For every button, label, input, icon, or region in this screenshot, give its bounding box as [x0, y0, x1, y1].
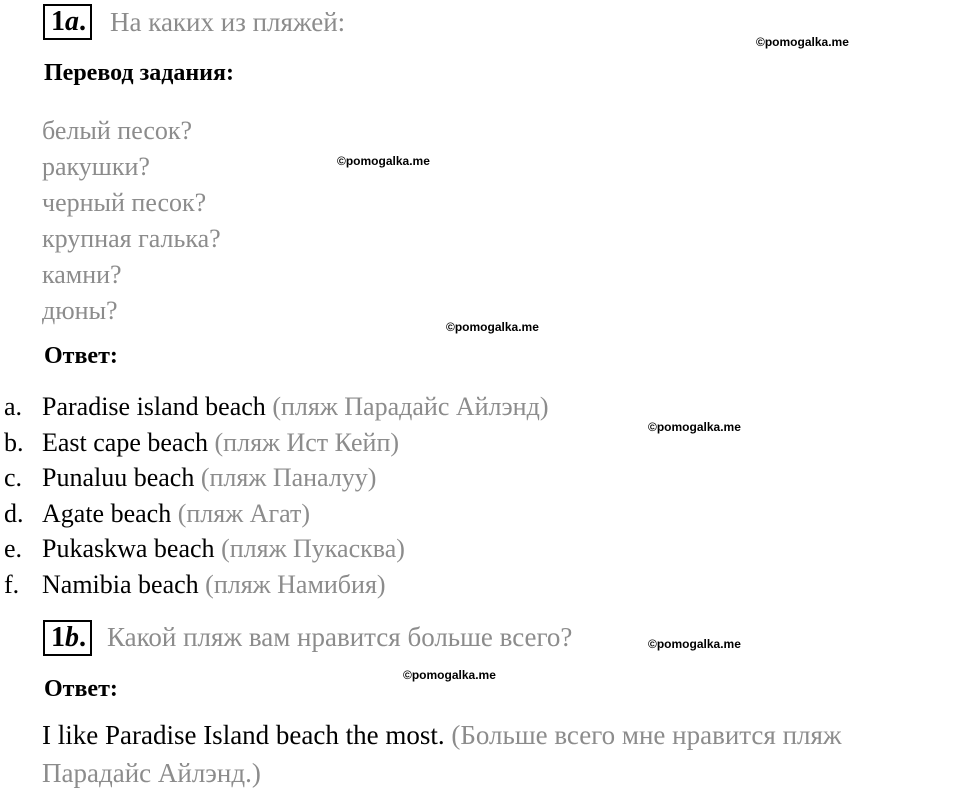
watermark: ©pomogalka.me: [648, 420, 741, 434]
answer-russian: (пляж Агат): [177, 498, 311, 528]
watermark: ©pomogalka.me: [446, 320, 539, 334]
answer-marker: d.: [4, 498, 24, 528]
translation-item: ракушки?: [42, 152, 150, 181]
answer-marker: c.: [4, 463, 23, 493]
final-answer-english: I like Paradise Island beach the most.: [42, 720, 445, 750]
answer-russian: (пляж Паналуу): [200, 463, 377, 493]
translation-list: [42, 113, 221, 329]
final-answer: [42, 716, 957, 792]
answer-marker: b.: [4, 427, 24, 457]
answer-english: Agate beach: [42, 498, 172, 528]
answer-english: Paradise island beach: [42, 392, 266, 421]
task-letter: a: [65, 6, 79, 37]
task-number-box-1a: [43, 4, 92, 40]
answer-heading: Ответ:: [44, 676, 118, 702]
final-answer-russian: (Больше всего мне нравится пляж Парадайс Айлэнд.): [42, 720, 842, 788]
translation-item: дюны?: [42, 296, 118, 325]
task-number: 1: [51, 622, 65, 653]
answer-heading: Ответ:: [44, 343, 118, 369]
answer-marker: f.: [4, 569, 20, 599]
answer-marker: a.: [4, 392, 23, 421]
watermark: ©pomogalka.me: [648, 637, 741, 651]
answer-english: East cape beach: [42, 427, 209, 457]
translation-item: крупная галька?: [42, 224, 221, 253]
task-number: 1: [51, 6, 65, 37]
answer-marker: e.: [4, 534, 23, 564]
answer-russian: (пляж Парадайс Айлэнд): [272, 392, 549, 421]
watermark: ©pomogalka.me: [756, 35, 849, 49]
translation-item: белый песок?: [42, 116, 193, 145]
task-letter: b: [65, 622, 79, 653]
watermark: ©pomogalka.me: [403, 668, 496, 682]
answer-russian: (пляж Намибия): [205, 569, 386, 599]
task-title-1a: На каких из пляжей:: [110, 7, 346, 37]
task-dot: .: [79, 6, 86, 37]
task-title-1b: Какой пляж вам нравится больше всего?: [107, 622, 573, 652]
answer-english: Namibia beach: [42, 569, 199, 599]
answer-russian: (пляж Ист Кейп): [214, 427, 400, 457]
translation-heading: Перевод задания:: [44, 60, 234, 86]
translation-item: черный песок?: [42, 188, 207, 217]
answer-russian: (пляж Пукасква): [221, 534, 405, 564]
watermark: ©pomogalka.me: [337, 154, 430, 168]
task-dot: .: [79, 622, 86, 653]
answer-english: Pukaskwa beach: [42, 534, 215, 564]
translation-item: камни?: [42, 260, 122, 289]
answer-english: Punaluu beach: [42, 463, 195, 493]
task-number-box-1b: [43, 620, 92, 656]
